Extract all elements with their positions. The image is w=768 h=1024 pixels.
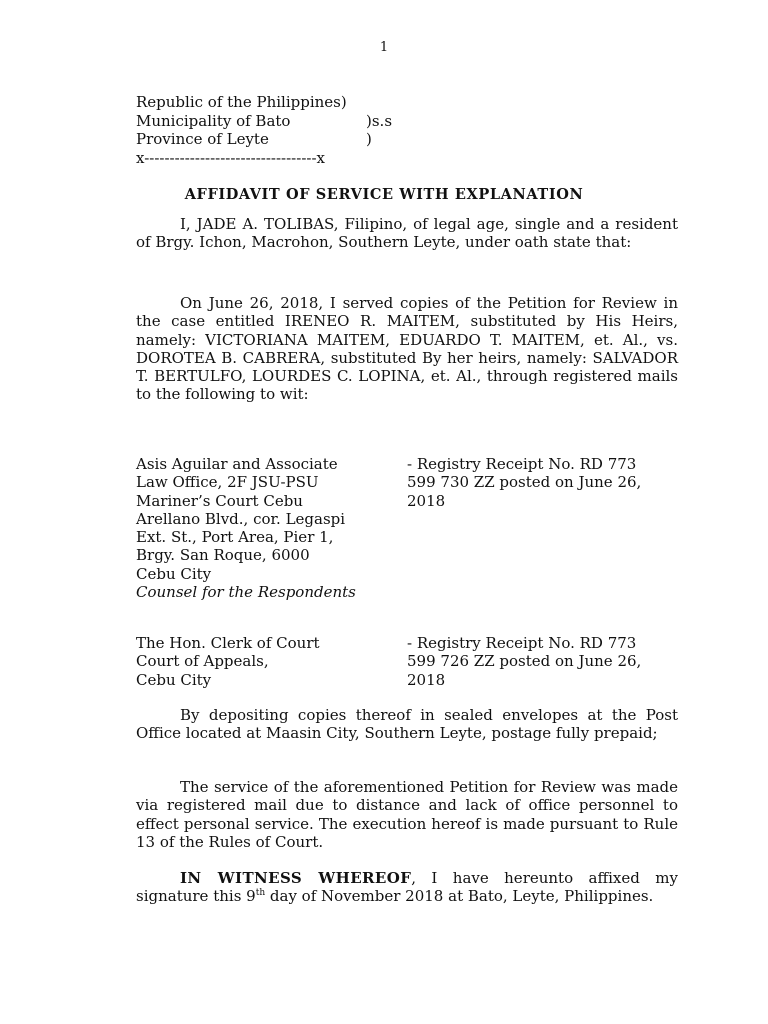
address-line: The Hon. Clerk of Court: [136, 634, 320, 652]
venue-municipality-label: Municipality of Bato: [136, 111, 291, 130]
witness-lead: IN WITNESS WHEREOF: [180, 869, 412, 887]
address-line: Mariner’s Court Cebu: [136, 491, 303, 510]
recipient-address-2: [136, 634, 320, 689]
address-line: Brgy. San Roque, 6000: [136, 546, 310, 565]
registry-receipt-2: [407, 634, 641, 689]
receipt-line: 2018: [407, 670, 446, 689]
address-line: Arellano Blvd., cor. Legaspi: [136, 509, 346, 528]
paragraph-service: On June 26, 2018, I served copies of the Petition for Review in the case entitled IRENEO R. MAITEM, substituted by His Heirs, namely: VICTORIANA MAITEM, EDUARDO T. MAITEM, et. Al., vs. DOROTEA B. CABRERA, substituted By her heirs, namely: SALVADOR T. BERTULFO, LOURDES C. LOPINA, et. Al., through registered mails to the following to wit:: [136, 294, 678, 404]
address-line: Law Office, 2F JSU-PSU: [136, 473, 319, 492]
receipt-line: 599 730 ZZ posted on June 26,: [407, 473, 642, 492]
venue-block: [136, 93, 393, 167]
venue-province-label: Province of Leyte: [136, 130, 269, 148]
recipient-address-1: [136, 455, 356, 601]
address-line: Ext. St., Port Area, Pier 1,: [136, 528, 334, 547]
witness-text-b: day of November 2018 at Bato, Leyte, Philippines.: [265, 887, 654, 906]
ordinal-suffix: th: [255, 888, 266, 899]
document-title: AFFIDAVIT OF SERVICE WITH EXPLANATION: [184, 186, 584, 203]
witness-text-a: , I have hereunto affixed my signature this 9: [136, 869, 678, 906]
receipt-line: - Registry Receipt No. RD 773: [407, 634, 637, 652]
address-line: Cebu City: [136, 564, 212, 583]
venue-line-republic: Republic of the Philippines): [136, 93, 347, 111]
receipt-line: 2018: [407, 491, 446, 510]
address-line: Asis Aguilar and Associate: [136, 455, 338, 473]
receipt-line: - Registry Receipt No. RD 773: [407, 455, 637, 473]
receipt-line: 599 726 ZZ posted on June 26,: [407, 652, 642, 671]
paragraph-affiant: I, JADE A. TOLIBAS, Filipino, of legal age, single and a resident of Brgy. Ichon, Macrohon, Southern Leyte, under oath state that:: [136, 215, 678, 252]
address-line: Cebu City: [136, 670, 212, 689]
venue-paren-marker: ): [366, 130, 372, 148]
paragraph-witness: [136, 869, 678, 906]
paragraph-explanation: The service of the aforementioned Petition for Review was made via registered mail due to distance and lack of office personnel to effect personal service. The execution hereof is made pursuant to Rule 13 of the Rules of Court.: [136, 778, 678, 851]
recipient-role: Counsel for the Respondents: [136, 583, 356, 602]
paragraph-deposit: By depositing copies thereof in sealed envelopes at the Post Office located at Maasin City, Southern Leyte, postage fully prepaid;: [136, 706, 678, 743]
venue-line-municipality: [136, 111, 393, 131]
venue-ss-marker: )s.s: [366, 111, 393, 130]
address-line: Court of Appeals,: [136, 652, 269, 671]
venue-separator: x----------------------------------x: [136, 148, 325, 167]
registry-receipt-1: [407, 455, 641, 510]
page-number: 1: [379, 40, 389, 55]
venue-line-province: [136, 130, 372, 149]
